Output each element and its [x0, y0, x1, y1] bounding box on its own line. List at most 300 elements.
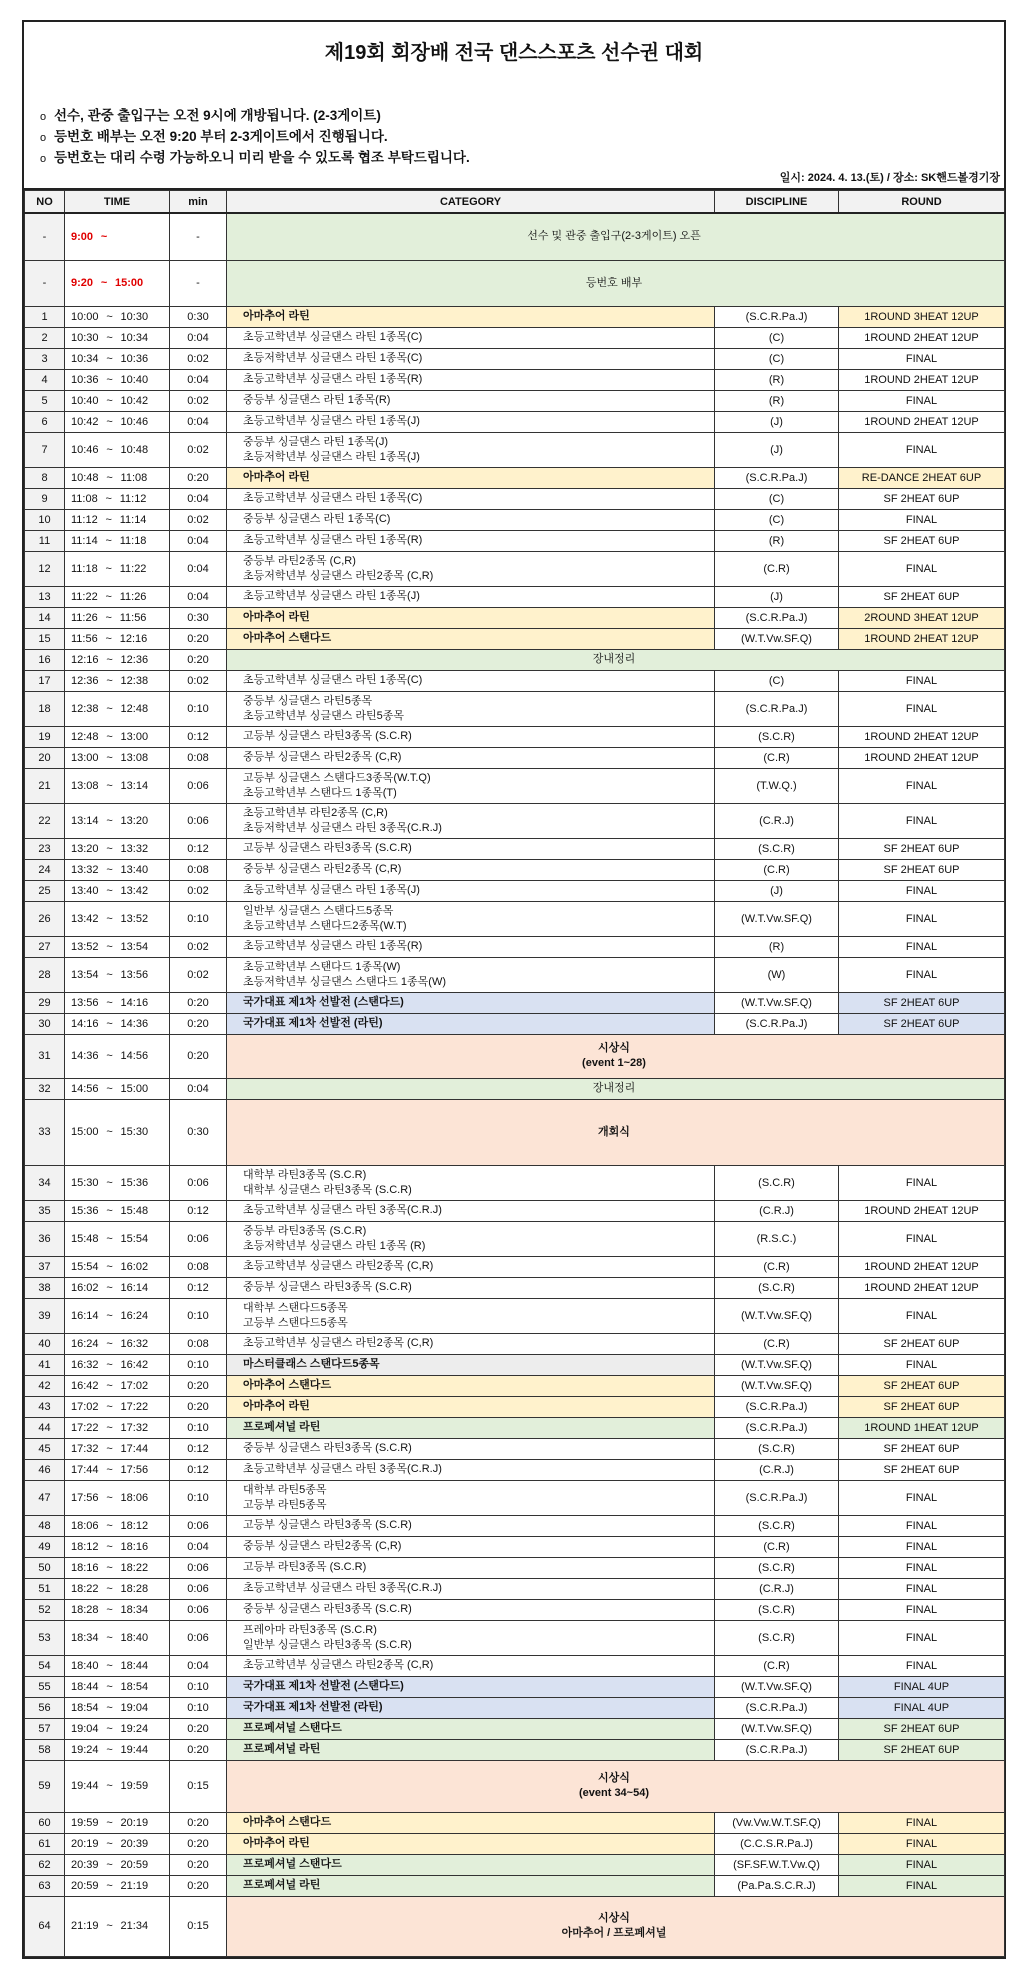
time-separator: ~ — [106, 352, 113, 365]
time-separator: ~ — [106, 863, 113, 876]
time-start: 19:04 — [71, 1722, 99, 1735]
event-category — [227, 957, 715, 992]
event-duration: 0:30 — [170, 306, 227, 327]
time-separator: ~ — [106, 373, 113, 386]
event-category — [227, 1515, 715, 1536]
event-duration: 0:12 — [170, 726, 227, 747]
table-row — [25, 1896, 1005, 1956]
category-line: 초등고학년부 싱글댄스 라틴5종목 — [243, 709, 404, 722]
category-line: 국가대표 제1차 선발전 (스탠다드) — [243, 1680, 404, 1692]
time-start: 11:14 — [71, 534, 98, 547]
event-time — [65, 1034, 170, 1078]
time-end: 12:16 — [119, 632, 148, 645]
table-row — [25, 1620, 1005, 1655]
table-row — [25, 213, 1005, 260]
category-line: (event 34~54) — [578, 1787, 649, 1799]
time-end: 13:20 — [120, 814, 149, 827]
event-discipline: (S.C.R) — [715, 1515, 839, 1536]
time-end: 14:56 — [120, 1050, 149, 1062]
event-no: 50 — [25, 1557, 65, 1578]
event-time — [65, 1417, 170, 1438]
event-category — [227, 1298, 715, 1333]
event-category — [227, 747, 715, 768]
category-line: 초등저학년부 싱글댄스 스탠다드 1종목(W) — [243, 975, 447, 988]
event-round: FINAL — [839, 1515, 1005, 1536]
event-duration: 0:20 — [170, 1718, 227, 1739]
category-line: 초등고학년부 싱글댄스 라틴2종목 (C,R) — [243, 1260, 434, 1272]
category-line: 시상식 — [598, 1772, 630, 1784]
event-no: 40 — [25, 1333, 65, 1354]
time-start: 18:34 — [71, 1631, 99, 1644]
event-category — [227, 1718, 715, 1739]
table-row — [25, 530, 1005, 551]
event-time — [65, 607, 170, 628]
time-separator: ~ — [106, 1582, 113, 1595]
time-separator: ~ — [106, 1204, 113, 1217]
time-separator: ~ — [106, 1400, 113, 1413]
event-round: 2ROUND 3HEAT 12UP — [839, 607, 1005, 628]
event-round: FINAL 4UP — [839, 1697, 1005, 1718]
category-line: 대학부 라틴5종목 — [243, 1483, 327, 1496]
event-duration: 0:12 — [170, 838, 227, 859]
schedule-document — [22, 20, 1006, 1959]
event-round: SF 2HEAT 6UP — [839, 992, 1005, 1013]
event-no: 62 — [25, 1854, 65, 1875]
time-start: 20:39 — [71, 1858, 99, 1871]
time-end: 10:30 — [120, 310, 149, 323]
table-row — [25, 1697, 1005, 1718]
table-row — [25, 1557, 1005, 1578]
time-separator: ~ — [105, 611, 112, 624]
time-start: 12:48 — [71, 730, 99, 743]
event-category — [227, 901, 715, 936]
event-discipline: (S.C.R) — [715, 1620, 839, 1655]
event-no: 34 — [25, 1165, 65, 1200]
table-row — [25, 1078, 1005, 1099]
time-start: 21:19 — [71, 1920, 99, 1932]
event-duration: 0:06 — [170, 803, 227, 838]
event-duration: 0:08 — [170, 859, 227, 880]
event-round: SF 2HEAT 6UP — [839, 1739, 1005, 1760]
time-separator: ~ — [106, 1176, 113, 1189]
event-duration: 0:04 — [170, 369, 227, 390]
event-duration: 0:10 — [170, 1417, 227, 1438]
event-time — [65, 838, 170, 859]
event-round: FINAL — [839, 1536, 1005, 1557]
event-category — [227, 1396, 715, 1417]
event-duration: 0:20 — [170, 1833, 227, 1854]
event-duration: 0:12 — [170, 1459, 227, 1480]
time-end: 13:56 — [120, 968, 149, 981]
event-discipline: (W.T.Vw.SF.Q) — [715, 1375, 839, 1396]
event-discipline: (S.C.R) — [715, 726, 839, 747]
time-separator: ~ — [106, 1379, 113, 1392]
event-duration: 0:06 — [170, 768, 227, 803]
event-round: 1ROUND 2HEAT 12UP — [839, 1277, 1005, 1298]
category-line: 아마추어 라틴 — [243, 471, 310, 483]
event-duration: 0:02 — [170, 348, 227, 369]
category-line: 초등저학년부 싱글댄스 라틴 1종목(J) — [243, 450, 420, 463]
category-line: 개회식 — [598, 1125, 630, 1138]
event-duration: 0:10 — [170, 1354, 227, 1375]
event-category — [227, 649, 1005, 670]
event-category — [227, 1739, 715, 1760]
notice-item — [40, 104, 381, 124]
table-row — [25, 432, 1005, 467]
category-line: 초등고학년부 싱글댄스 라틴 3종목(C.R.J) — [243, 1204, 442, 1216]
event-discipline: (R) — [715, 390, 839, 411]
event-round: FINAL — [839, 1812, 1005, 1833]
event-time — [65, 880, 170, 901]
category-line: 초등고학년부 싱글댄스 라틴 3종목(C.R.J) — [243, 1463, 442, 1475]
event-category — [227, 1034, 1005, 1078]
event-no: 39 — [25, 1298, 65, 1333]
event-category — [227, 607, 715, 628]
event-duration: 0:08 — [170, 747, 227, 768]
time-end: 16:24 — [120, 1309, 149, 1322]
event-round: FINAL — [839, 1599, 1005, 1620]
time-start: 14:36 — [71, 1050, 99, 1062]
event-time — [65, 1200, 170, 1221]
event-duration: 0:20 — [170, 1854, 227, 1875]
event-discipline: (S.C.R.Pa.J) — [715, 1396, 839, 1417]
event-category — [227, 348, 715, 369]
event-time — [65, 1620, 170, 1655]
time-separator: ~ — [106, 1540, 113, 1553]
table-row — [25, 1854, 1005, 1875]
time-end: 13:00 — [120, 730, 149, 743]
event-time — [65, 1875, 170, 1896]
category-line: 아마추어 스탠다드 — [243, 1816, 332, 1828]
event-discipline: (C.R.J) — [715, 1578, 839, 1599]
time-separator: ~ — [106, 331, 113, 344]
time-separator: ~ — [106, 779, 113, 792]
time-start: 17:02 — [71, 1400, 99, 1413]
table-row — [25, 1034, 1005, 1078]
time-start: 16:32 — [71, 1358, 99, 1371]
time-start: 15:54 — [71, 1260, 99, 1273]
event-no: 59 — [25, 1760, 65, 1812]
table-row — [25, 838, 1005, 859]
table-row — [25, 957, 1005, 992]
event-time — [65, 1697, 170, 1718]
event-no: 19 — [25, 726, 65, 747]
time-start: 17:56 — [71, 1491, 99, 1504]
notice-text: 선수, 관중 출입구는 오전 9시에 개방됩니다. (2-3게이트) — [54, 108, 381, 123]
category-line: 고등부 라틴5종목 — [243, 1498, 327, 1511]
event-no: 18 — [25, 691, 65, 726]
time-start: 11:56 — [71, 632, 98, 645]
event-time — [65, 1578, 170, 1599]
event-round: 1ROUND 2HEAT 12UP — [839, 327, 1005, 348]
event-discipline: (S.C.R.Pa.J) — [715, 467, 839, 488]
event-time — [65, 551, 170, 586]
event-round: FINAL — [839, 432, 1005, 467]
event-discipline: (C.R) — [715, 1536, 839, 1557]
event-duration: 0:10 — [170, 1480, 227, 1515]
event-discipline: (C.R) — [715, 1655, 839, 1676]
time-start: 9:00 — [71, 230, 94, 243]
event-round: FINAL — [839, 1354, 1005, 1375]
time-start: 18:40 — [71, 1659, 99, 1672]
event-round: FINAL — [839, 1578, 1005, 1599]
time-end: 11:18 — [119, 534, 147, 547]
event-round: 1ROUND 2HEAT 12UP — [839, 747, 1005, 768]
time-start: 15:00 — [71, 1126, 99, 1138]
time-end: 10:36 — [120, 352, 149, 365]
category-line: 아마추어 라틴 — [243, 1837, 310, 1849]
time-separator: ~ — [105, 590, 112, 603]
time-start: 10:34 — [71, 352, 99, 365]
time-end: 20:59 — [120, 1858, 149, 1871]
event-duration: 0:08 — [170, 1333, 227, 1354]
event-discipline: (S.C.R.Pa.J) — [715, 1739, 839, 1760]
event-duration: - — [170, 213, 227, 260]
event-category — [227, 838, 715, 859]
event-round: 1ROUND 2HEAT 12UP — [839, 628, 1005, 649]
time-end: 18:54 — [120, 1680, 149, 1693]
event-duration: 0:15 — [170, 1760, 227, 1812]
event-discipline: (S.C.R.Pa.J) — [715, 691, 839, 726]
table-row — [25, 726, 1005, 747]
event-time — [65, 1459, 170, 1480]
time-end: 11:08 — [120, 471, 148, 484]
table-row — [25, 1099, 1005, 1165]
event-time — [65, 649, 170, 670]
table-row — [25, 1459, 1005, 1480]
time-end: 17:44 — [120, 1442, 149, 1455]
event-duration: 0:02 — [170, 936, 227, 957]
table-row — [25, 691, 1005, 726]
event-duration: 0:06 — [170, 1515, 227, 1536]
event-category — [227, 1557, 715, 1578]
event-time — [65, 1221, 170, 1256]
event-no: 64 — [25, 1896, 65, 1956]
time-separator: ~ — [106, 653, 113, 666]
time-start: 16:02 — [71, 1281, 99, 1294]
time-end: 10:40 — [120, 373, 149, 386]
table-row — [25, 586, 1005, 607]
event-discipline: (C.R.J) — [715, 803, 839, 838]
event-time — [65, 1760, 170, 1812]
time-end: 17:22 — [120, 1400, 149, 1413]
event-duration: 0:06 — [170, 1221, 227, 1256]
time-start: 10:30 — [71, 331, 99, 344]
table-row — [25, 327, 1005, 348]
event-no: 28 — [25, 957, 65, 992]
table-row — [25, 859, 1005, 880]
time-start: 11:08 — [71, 492, 98, 505]
event-no: 47 — [25, 1480, 65, 1515]
category-line: 초등고학년부 라틴2종목 (C,R) — [243, 806, 388, 819]
event-no: 17 — [25, 670, 65, 691]
date-venue: 일시: 2024. 4. 13.(토) / 장소: SK핸드볼경기장 — [779, 172, 1000, 184]
event-round: SF 2HEAT 6UP — [839, 586, 1005, 607]
category-line: 프레아마 라틴3종목 (S.C.R) — [243, 1623, 377, 1636]
event-discipline: (C) — [715, 348, 839, 369]
time-separator: ~ — [106, 1659, 113, 1672]
event-round: FINAL — [839, 1655, 1005, 1676]
time-end: 13:40 — [120, 863, 149, 876]
time-separator: ~ — [106, 1082, 113, 1095]
category-line: 초등고학년부 싱글댄스 라틴 1종목(C) — [243, 492, 423, 504]
time-end: 17:32 — [120, 1421, 149, 1434]
header-discipline: DISCIPLINE — [715, 191, 839, 214]
event-no: 54 — [25, 1655, 65, 1676]
time-start: 15:36 — [71, 1204, 99, 1217]
event-duration: 0:02 — [170, 670, 227, 691]
category-line: 국가대표 제1차 선발전 (라틴) — [243, 1017, 383, 1029]
category-line: 초등고학년부 스탠다드2종목(W.T) — [243, 919, 407, 932]
event-no: 55 — [25, 1676, 65, 1697]
table-row — [25, 1536, 1005, 1557]
header-time: TIME — [65, 191, 170, 214]
event-round: SF 2HEAT 6UP — [839, 530, 1005, 551]
time-separator: ~ — [106, 1780, 113, 1792]
time-separator: ~ — [106, 1722, 113, 1735]
table-row — [25, 467, 1005, 488]
event-discipline: (W.T.Vw.SF.Q) — [715, 628, 839, 649]
event-round: 1ROUND 1HEAT 12UP — [839, 1417, 1005, 1438]
event-discipline: (Pa.Pa.S.C.R.J) — [715, 1875, 839, 1896]
category-line: 아마추어 / 프로페셔널 — [561, 1927, 667, 1939]
table-row — [25, 747, 1005, 768]
time-start: 10:46 — [71, 443, 99, 456]
category-line: 중등부 라틴2종목 (C,R) — [243, 554, 356, 567]
event-time — [65, 1718, 170, 1739]
event-duration: 0:04 — [170, 1078, 227, 1099]
time-start: 11:12 — [71, 513, 98, 526]
time-separator: ~ — [106, 1281, 113, 1294]
event-discipline: (C) — [715, 327, 839, 348]
time-start: 9:20 — [71, 277, 94, 289]
time-separator: ~ — [105, 562, 112, 575]
time-end: 20:19 — [120, 1816, 149, 1829]
event-time — [65, 1333, 170, 1354]
time-separator: ~ — [105, 632, 112, 645]
event-category — [227, 260, 1005, 306]
event-category — [227, 803, 715, 838]
event-no: 44 — [25, 1417, 65, 1438]
event-no: 48 — [25, 1515, 65, 1536]
event-no: 53 — [25, 1620, 65, 1655]
event-time — [65, 1812, 170, 1833]
event-time — [65, 1277, 170, 1298]
event-round: 1ROUND 3HEAT 12UP — [839, 306, 1005, 327]
event-time — [65, 1099, 170, 1165]
time-start: 18:12 — [71, 1540, 99, 1553]
table-row — [25, 1578, 1005, 1599]
event-time — [65, 1298, 170, 1333]
event-duration: 0:10 — [170, 1676, 227, 1697]
event-duration: 0:04 — [170, 586, 227, 607]
time-start: 17:32 — [71, 1442, 99, 1455]
category-line: 중등부 싱글댄스 라틴3종목 (S.C.R) — [243, 1442, 412, 1454]
time-end: 11:22 — [119, 562, 147, 575]
time-start: 20:19 — [71, 1837, 99, 1850]
time-separator: ~ — [106, 1879, 113, 1892]
time-start: 10:42 — [71, 415, 99, 428]
table-row — [25, 1480, 1005, 1515]
event-no: 38 — [25, 1277, 65, 1298]
event-time — [65, 1354, 170, 1375]
time-start: 19:24 — [71, 1743, 99, 1756]
event-category — [227, 1896, 1005, 1956]
event-category — [227, 1875, 715, 1896]
event-no: 63 — [25, 1875, 65, 1896]
event-no: 1 — [25, 306, 65, 327]
table-row — [25, 1354, 1005, 1375]
event-category — [227, 1599, 715, 1620]
category-line: 국가대표 제1차 선발전 (라틴) — [243, 1701, 383, 1713]
event-duration: 0:06 — [170, 1578, 227, 1599]
time-end: 17:56 — [120, 1463, 149, 1476]
event-no: 43 — [25, 1396, 65, 1417]
event-category — [227, 691, 715, 726]
event-time — [65, 509, 170, 530]
event-round: SF 2HEAT 6UP — [839, 1013, 1005, 1034]
event-duration: 0:30 — [170, 607, 227, 628]
event-discipline: (C) — [715, 488, 839, 509]
event-category — [227, 306, 715, 327]
time-start: 13:40 — [71, 884, 99, 897]
event-time — [65, 1557, 170, 1578]
table-row — [25, 880, 1005, 901]
time-start: 11:26 — [71, 611, 98, 624]
category-line: 중등부 싱글댄스 라틴2종목 (C,R) — [243, 863, 402, 875]
event-category — [227, 1812, 715, 1833]
time-end: 16:42 — [120, 1358, 149, 1371]
event-duration: 0:30 — [170, 1099, 227, 1165]
time-end: 14:36 — [120, 1017, 149, 1030]
event-no: 41 — [25, 1354, 65, 1375]
time-separator: ~ — [106, 1519, 113, 1532]
event-category — [227, 467, 715, 488]
event-round: 1ROUND 2HEAT 12UP — [839, 726, 1005, 747]
event-round: FINAL — [839, 1875, 1005, 1896]
time-start: 19:44 — [71, 1780, 99, 1792]
event-duration: 0:20 — [170, 467, 227, 488]
event-category — [227, 1417, 715, 1438]
category-line: 고등부 스탠다드5종목 — [243, 1316, 348, 1329]
event-duration: - — [170, 260, 227, 306]
event-time — [65, 1833, 170, 1854]
event-duration: 0:04 — [170, 1536, 227, 1557]
category-line: 장내정리 — [592, 1082, 636, 1094]
time-separator: ~ — [106, 1309, 113, 1322]
table-row — [25, 1298, 1005, 1333]
time-start: 10:36 — [71, 373, 99, 386]
time-separator: ~ — [106, 415, 113, 428]
time-start: 11:22 — [71, 590, 98, 603]
time-end: 15:48 — [120, 1204, 149, 1217]
time-separator: ~ — [100, 230, 108, 243]
event-discipline: (R) — [715, 369, 839, 390]
table-row — [25, 1833, 1005, 1854]
time-end: 10:48 — [120, 443, 149, 456]
category-line: 시상식 — [598, 1912, 630, 1924]
event-no: 22 — [25, 803, 65, 838]
time-start: 10:40 — [71, 394, 99, 407]
event-no: 9 — [25, 488, 65, 509]
time-end: 18:12 — [120, 1519, 149, 1532]
event-round: FINAL — [839, 901, 1005, 936]
time-separator: ~ — [106, 1701, 113, 1714]
category-line: 중등부 싱글댄스 라틴5종목 — [243, 694, 373, 707]
category-line: 국가대표 제1차 선발전 (스탠다드) — [243, 996, 404, 1008]
time-start: 13:56 — [71, 996, 99, 1009]
time-separator: ~ — [106, 1680, 113, 1693]
